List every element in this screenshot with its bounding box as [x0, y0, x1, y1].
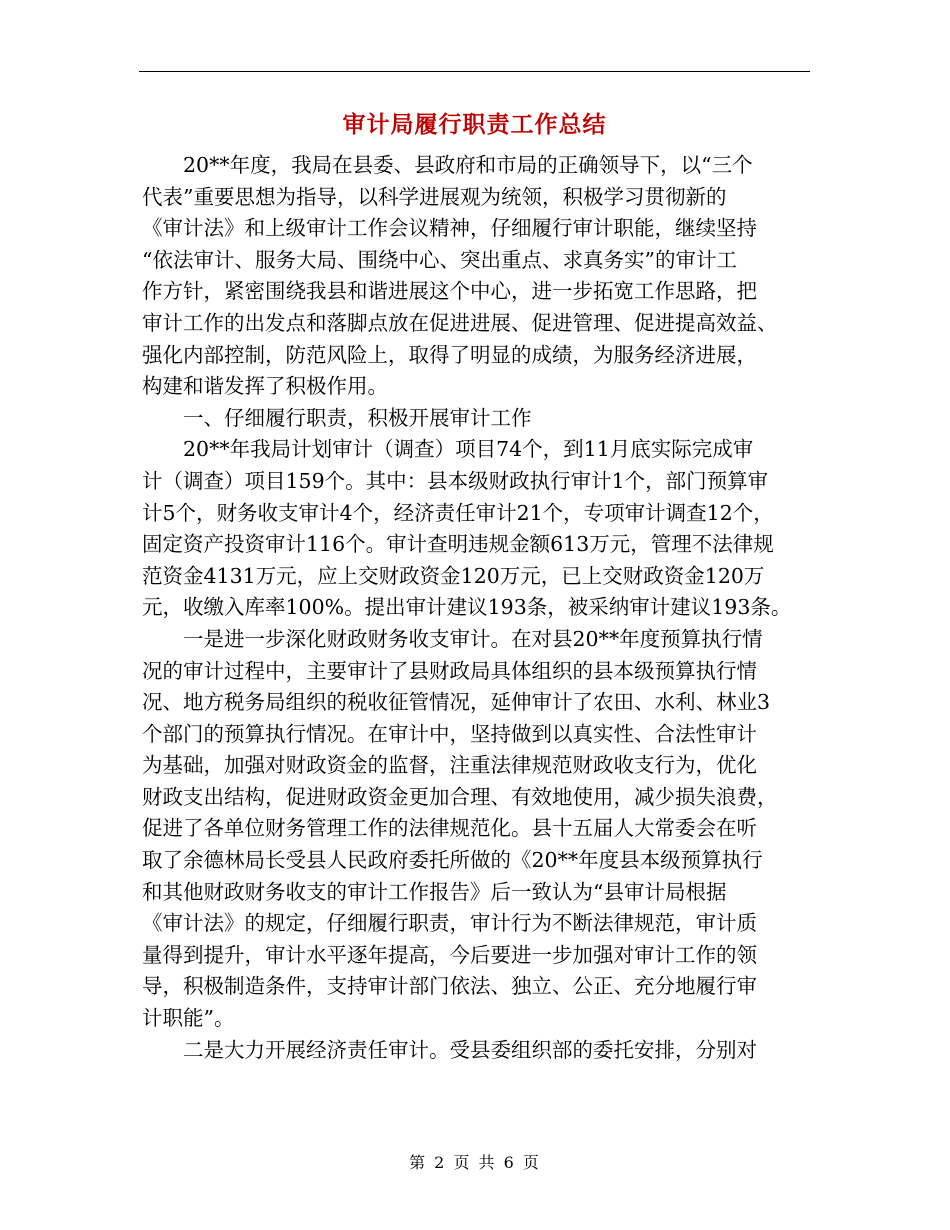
body-line: 计（调查）项目159个。其中：县本级财政执行审计1个，部门预算审 — [142, 468, 769, 493]
section-heading: 一、仔细履行职责，积极开展审计工作 — [142, 405, 532, 430]
body-line: 20**年度，我局在县委、县政府和市局的正确领导下，以“三个 — [142, 153, 753, 177]
page-number-footer: 第 2 页 共 6 页 — [409, 1153, 541, 1172]
body-line: 和其他财政财务收支的审计工作报告》后一致认为“县审计局根据 — [142, 879, 727, 904]
document-title: 审计局履行职责工作总结 — [342, 111, 607, 138]
body-line: 构建和谐发挥了积极作用。 — [142, 374, 388, 399]
body-line: 固定资产投资审计116个。审计查明违规金额613万元，管理不法律规 — [142, 532, 774, 557]
body-line: 况、地方税务局组织的税收征管情况，延伸审计了农田、水利、林业3 — [142, 690, 771, 715]
body-line: 取了余德林局长受县人民政府委托所做的《20**年度县本级预算执行 — [142, 848, 763, 873]
header-rule — [139, 71, 810, 72]
body-line: 财政支出结构，促进财政资金更加合理、有效地使用，减少损失浪费， — [142, 784, 778, 809]
body-line: 一是进一步深化财政财务收支审计。在对县20**年度预算执行情 — [142, 626, 763, 651]
body-line: 《审计法》和上级审计工作会议精神，仔细履行审计职能，继续坚持 — [142, 216, 757, 241]
body-line: 计5个，财务收支审计4个，经济责任审计21个，专项审计调查12个， — [142, 500, 774, 525]
body-line: 促进了各单位财务管理工作的法律规范化。县十五届人大常委会在听 — [142, 816, 757, 841]
body-line: 代表”重要思想为指导，以科学进展观为统领，积极学习贯彻新的 — [142, 184, 727, 209]
body-line: 况的审计过程中，主要审计了县财政局具体组织的县本级预算执行情 — [142, 658, 757, 683]
body-line: 个部门的预算执行情况。在审计中，坚持做到以真实性、合法性审计 — [142, 721, 757, 746]
body-line: 20**年我局计划审计（调查）项目74个，到11月底实际完成审 — [142, 437, 754, 462]
body-line: 为基础，加强对财政资金的监督，注重法律规范财政收支行为，优化 — [142, 753, 757, 778]
document-body — [142, 150, 814, 1066]
body-line: 范资金4131万元，应上交财政资金120万元，已上交财政资金120万 — [142, 563, 765, 588]
body-line: 量得到提升，审计水平逐年提高，今后要进一步加强对审计工作的领 — [142, 942, 757, 967]
body-line: 元，收缴入库率100%。提出审计建议193条，被采纳审计建议193条。 — [142, 595, 792, 620]
body-line: “依法审计、服务大局、围绕中心、突出重点、求真务实”的审计工 — [142, 247, 737, 272]
body-line: 作方针，紧密围绕我县和谐进展这个中心，进一步拓宽工作思路，把 — [142, 279, 757, 304]
body-line: 强化内部控制，防范风险上，取得了明显的成绩，为服务经济进展， — [142, 342, 757, 367]
body-line: 《审计法》的规定，仔细履行职责，审计行为不断法律规范，审计质 — [142, 911, 757, 936]
body-line: 计职能”。 — [142, 1006, 235, 1031]
body-line: 审计工作的出发点和落脚点放在促进进展、促进管理、促进提高效益、 — [142, 310, 778, 335]
body-line: 二是大力开展经济责任审计。受县委组织部的委托安排，分别对 — [142, 1037, 757, 1062]
body-line: 导，积极制造条件，支持审计部门依法、独立、公正、充分地履行审 — [142, 974, 757, 999]
